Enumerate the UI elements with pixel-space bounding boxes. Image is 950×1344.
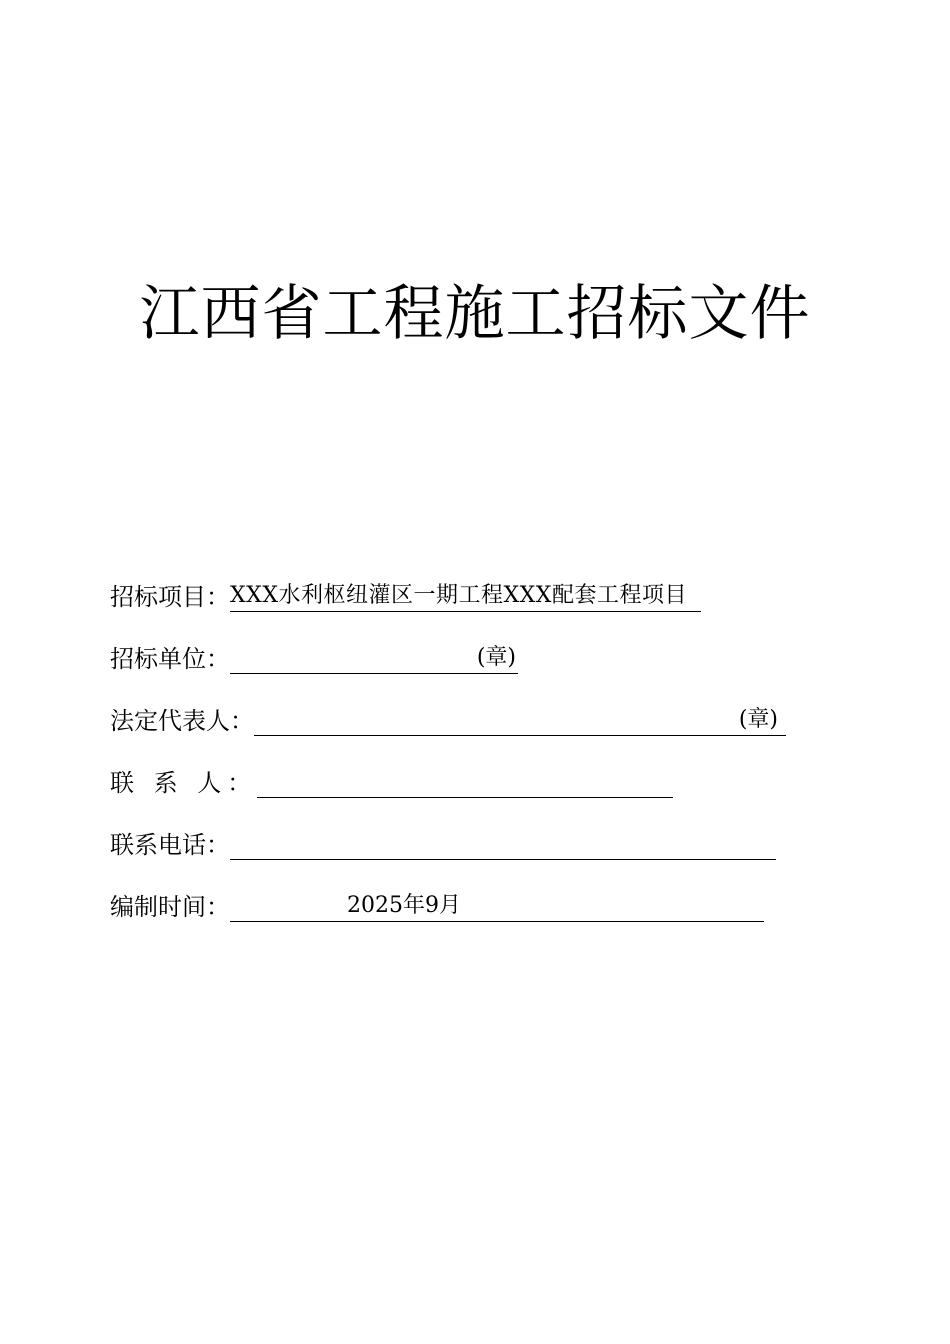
legal-representative-label: 法定代表人： <box>110 707 254 735</box>
tendering-unit-field <box>110 638 518 674</box>
project-label: 招标项目： <box>110 583 230 611</box>
contact-person-label: 联 系 人： <box>110 769 258 797</box>
legal-representative-line[interactable] <box>254 705 786 736</box>
project-value[interactable]: XXX水利枢纽灌区一期工程XXX配套工程项目 <box>230 581 701 612</box>
compile-date-value: 2025年9月 <box>347 893 461 918</box>
compile-date-label: 编制时间： <box>110 893 230 921</box>
contact-person-line[interactable] <box>257 767 673 798</box>
tendering-unit-label: 招标单位： <box>110 645 230 673</box>
compile-date-line[interactable] <box>230 891 764 922</box>
legal-representative-field <box>110 700 786 736</box>
compile-date-field <box>110 886 764 922</box>
project-field <box>110 576 701 612</box>
legal-representative-seal: (章) <box>738 707 778 732</box>
page-title: 江西省工程施工招标文件 <box>139 279 811 349</box>
contact-phone-label: 联系电话： <box>110 831 230 859</box>
contact-phone-field <box>110 824 776 860</box>
contact-phone-line[interactable] <box>230 829 776 860</box>
tendering-unit-line[interactable] <box>230 643 518 674</box>
contact-person-field <box>110 762 673 798</box>
tendering-unit-seal: (章) <box>476 645 516 670</box>
